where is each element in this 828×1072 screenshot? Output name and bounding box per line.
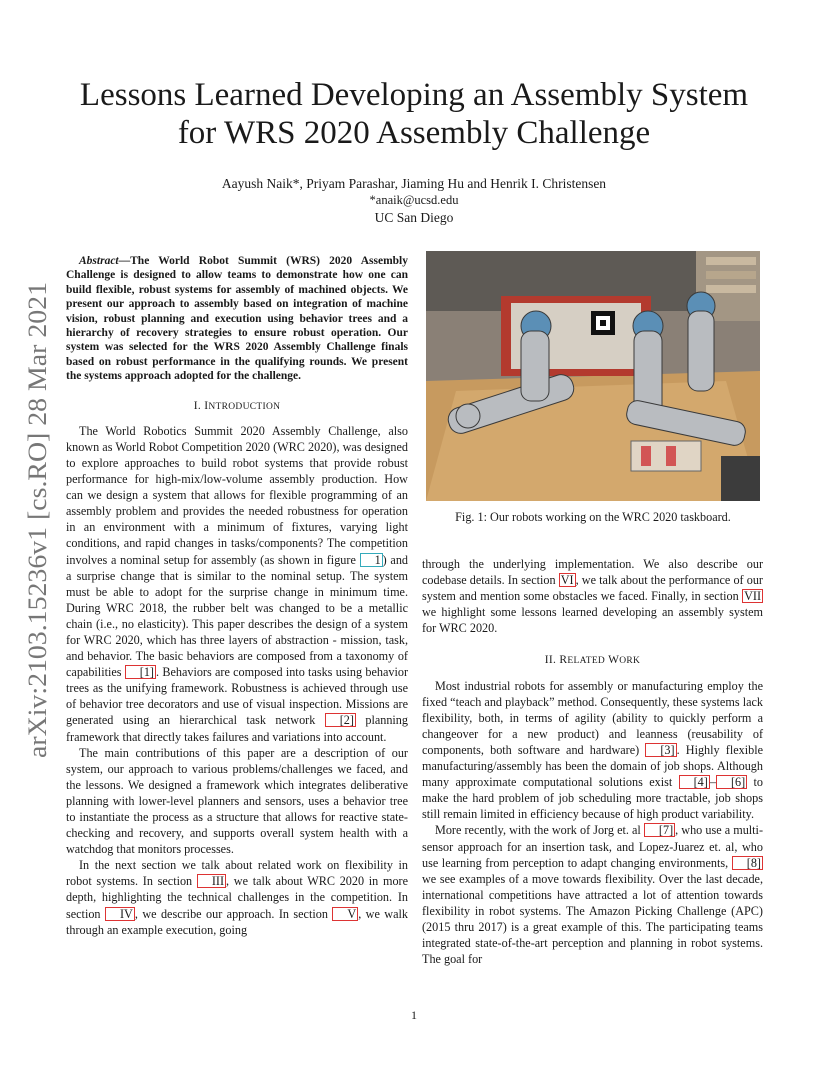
- text-run: we highlight some lessons learned developing an assembly system for WRC 2020.: [422, 605, 763, 636]
- text-run: , we walk through an example execution, going: [66, 906, 409, 937]
- text-run: The World Robotics Summit 2020 Assembly Challenge, also known as World Robot Competition 2020 (WRC 2020), was designed to explore approaches to build robot systems that provide robust performance for high-mix/low-volume assembly production. How can we design a system that allows for flexible programming of an assembly problem and provides the needed robustness for operation in an environment with a minimum of fixtures, varying light conditions, and rapid changes in tasks/components? The competition involves a nominal setup for assembly (as shown in figure: [66, 423, 408, 567]
- text-run: –: [709, 775, 716, 790]
- citation-link[interactable]: [8]: [732, 856, 763, 870]
- text-run: , we talk about the performance of our system and mention some obstacles we faced. Finally, in section: [422, 573, 763, 604]
- section-link[interactable]: V: [332, 907, 358, 921]
- abstract-label: Abstract: [79, 255, 119, 267]
- section-link[interactable]: IV: [105, 907, 135, 921]
- text-run: , we describe our approach. In section: [134, 906, 333, 921]
- author-affiliation: UC San Diego: [374, 210, 454, 225]
- arxiv-id: arXiv:2103.15236v1 [cs.RO] 28 Mar 2021: [23, 313, 52, 758]
- text-run: . Behaviors are composed into tasks using behavior trees as the unifying framework. Robustness is achieved through use of behavior tree decorators and use of visual inspection. Missions are generated using an hierarchical task network: [66, 665, 409, 728]
- section-link[interactable]: VII: [744, 589, 761, 604]
- intro-paragraph-2: The main contributions of this paper are a description of our system, our approach to various problems/challenges we faced, and the lessons. We designed a framework which integrates deliberative planning with lower-level planners and sensors, uses a behavior tree to instantiate the process as a structure that allows for reactive state-checking and recovery, and supports overall system health with a watchdog that monitors processes.: [66, 745, 408, 857]
- author-names: Aayush Naik*, Priyam Parashar, Jiaming Hu and Henrik I. Christensen: [221, 176, 607, 191]
- section-title-initial: W: [608, 654, 620, 667]
- section-title-rest: ORK: [619, 656, 641, 667]
- section-title-initial: I: [204, 399, 209, 412]
- citation-link[interactable]: [1]: [125, 665, 156, 679]
- section-heading-introduction: [66, 398, 408, 415]
- section-link[interactable]: III: [197, 874, 226, 888]
- author-block: [70, 175, 758, 226]
- text-run: planning framework that directly takes failures and variations into account.: [66, 713, 408, 744]
- intro-paragraph-1: [66, 423, 408, 745]
- text-run: More recently, with the work of Jorg et. al: [435, 823, 644, 838]
- section-number: II.: [544, 654, 557, 667]
- text-run: ) and a surprise change that is similar to the nominal setup. The system must be able to adopt for the surprise change in minimum time. During WRC 2018, the rubber belt was changed to be a metallic chain (i.e., no elasticity). This paper describes the design of a system for WRC 2020, which has three layers of abstraction - mission, task, and behavior. The basic behaviors are composed from a taxonomy of capabilities: [66, 552, 409, 680]
- citation-link[interactable]: [6]: [716, 775, 747, 789]
- text-run: In the next section we talk about related work on flexibility in robot systems. In section: [66, 858, 408, 889]
- section-heading-related-work: [422, 652, 763, 669]
- text-run: through the underlying implementation. We also describe our codebase details. In section: [422, 557, 763, 588]
- section-title-rest: ELATED: [567, 656, 606, 667]
- related-paragraph-2: [422, 822, 763, 967]
- title-line-1: Lessons Learned Developing an Assembly System: [79, 77, 749, 113]
- abstract: [66, 254, 408, 384]
- text-run: . Highly flexible manufacturing/assembly has been the domain of job shops. Although many approximate computational solutions exist: [422, 742, 763, 790]
- section-link[interactable]: VI: [560, 573, 574, 588]
- figure-link[interactable]: 1: [360, 553, 383, 567]
- text-run: , we talk about WRC 2020 in more depth, highlighting the technical challenges in the competition. In section: [66, 874, 409, 921]
- left-column: [66, 254, 408, 938]
- text-run: , who use a multi-sensor approach for an insertion task, and Lopez-Juarez et. al, who use learning from perception to adapt changing environments,: [422, 823, 764, 870]
- section-number: I.: [193, 399, 202, 412]
- section-title-rest: NTRODUCTION: [208, 401, 281, 412]
- author-email: *anaik@ucsd.edu: [369, 193, 459, 207]
- citation-link[interactable]: [4]: [679, 775, 710, 789]
- abstract-text: —The World Robot Summit (WRS) 2020 Assembly Challenge is designed to allow teams to demonstrate how one can build flexible, robust systems for assembly of machined objects. We present our approach to assembly based on integration of machine vision, robust planning and execution using behavior trees and a hierarchy of recovery strategies to ensure robust operation. Our system was selected for the WRS 2020 Assembly Challenge finals based on robust performance in the qualifying rounds. We present the systems approach adopted for the challenge.: [66, 255, 408, 383]
- citation-link[interactable]: [2]: [325, 713, 356, 727]
- text-run: Most industrial robots for assembly or manufacturing employ the fixed “teach and playback” method. Consequently, these systems lack flexibility, both, in terms of agility (ability to quickly perform a changeover for a new product) and leanness (reusability of components, both software and hardware): [422, 678, 763, 757]
- intro-paragraph-continued: [422, 556, 763, 636]
- text-run: we see examples of a move towards flexibility. Over the last decade, international competitions have attracted a lot of attention towards flexibility in robot systems. The Amazon Picking Challenge (APC) (2015 thru 2017) is a great example of this. The participating teams integrated state-of-the-art perception and planning in robot systems. The goal for: [422, 871, 763, 967]
- citation-link[interactable]: [3]: [645, 743, 676, 757]
- citation-link[interactable]: [7]: [644, 823, 675, 837]
- arxiv-stamp: [16, 280, 60, 760]
- right-column: [422, 556, 763, 967]
- section-title-initial: R: [559, 654, 568, 667]
- title-line-2: for WRS 2020 Assembly Challenge: [177, 115, 651, 151]
- text-run: to make the hard problem of job scheduling more tractable, job shops still remain limited in efficiency because of high product variability.: [422, 775, 764, 822]
- page-number: 1: [411, 1008, 417, 1022]
- figure-robots-photo: [426, 251, 760, 501]
- intro-paragraph-3: [66, 857, 408, 937]
- figure-caption: Fig. 1: Our robots working on the WRC 2020 taskboard.: [455, 510, 731, 524]
- related-paragraph-1: [422, 678, 763, 823]
- paper-title: [70, 76, 758, 152]
